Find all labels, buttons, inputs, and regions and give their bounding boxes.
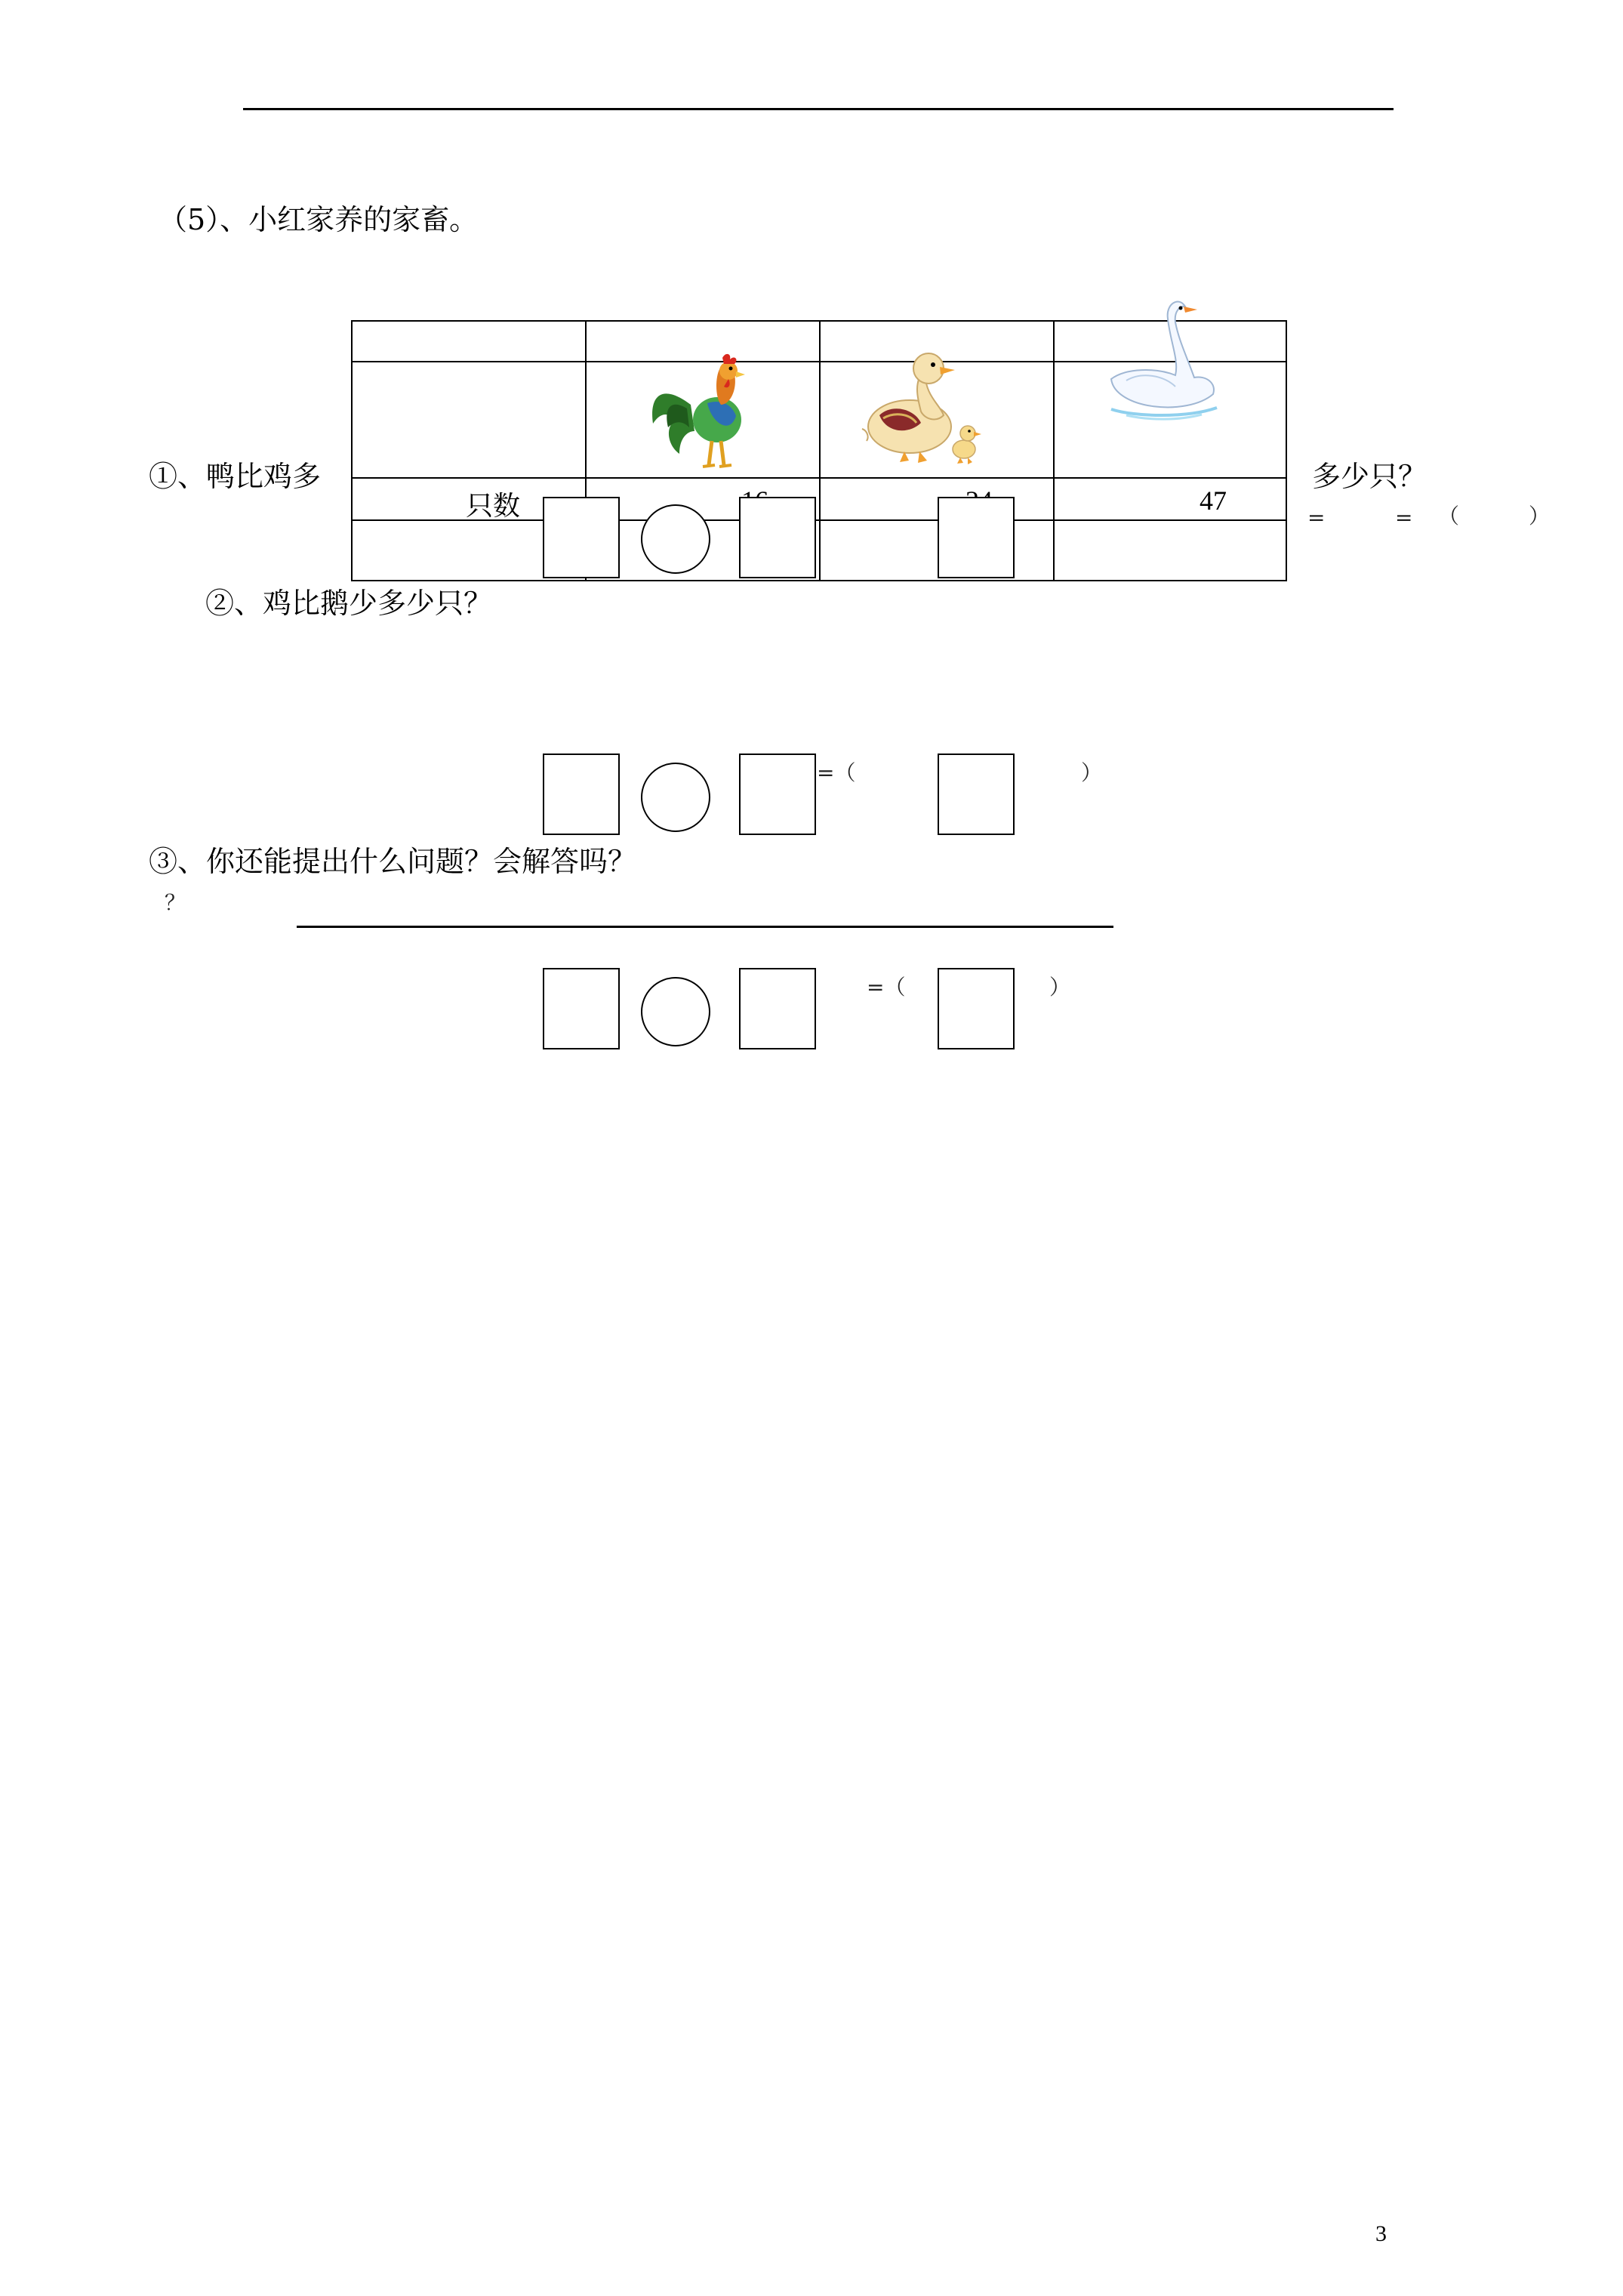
q3-answer-line[interactable] [297,926,1113,928]
q2-result-box[interactable] [938,754,1015,835]
q1-equals-2: = [1395,505,1413,530]
q1-operator-circle[interactable] [641,504,710,574]
question-2: ②、鸡比鹅少多少只？ [205,587,493,620]
q1-answer-box-2[interactable] [739,497,816,578]
table-count-row [352,478,1286,520]
q2-operator-circle[interactable] [641,763,710,832]
question-1-prefix: ①、鸭比鸡多 [149,460,322,493]
q3-result-box[interactable] [938,968,1015,1049]
duck-with-duckling-icon [853,340,985,472]
q2-equals: =（ [817,760,856,785]
q2-paren-close: ） [1081,760,1103,785]
q3-answer-box-1[interactable] [543,968,620,1049]
header-rule [243,108,1394,110]
q2-answer-box-1[interactable] [543,754,620,835]
q1-equals: = [1307,505,1326,530]
q3-paren-close: ） [1049,975,1071,1000]
rooster-icon [645,352,759,476]
q2-answer-box-2[interactable] [739,754,816,835]
q1-paren-close: ） [1529,504,1551,529]
section-title: （5）、小红家养的家畜。 [159,203,479,236]
table-cell [1054,520,1286,581]
q3-equals: =（ [867,975,906,1000]
table-cell [820,520,1054,581]
q3-operator-circle[interactable] [641,977,710,1046]
duck-count-cell [820,478,1054,520]
question-3: ③、你还能提出什么问题？会解答吗？ [149,845,637,878]
q1-result-box[interactable] [938,497,1015,578]
count-label: 只数 [466,491,521,521]
q3-stray-mark: ？ [165,890,186,915]
question-1-suffix: 多少只？ [1312,460,1427,493]
q1-answer-box-1[interactable] [543,497,620,578]
table-blank-row [352,520,1286,581]
table-cell [352,321,586,362]
swan-count: 47 [1200,485,1227,516]
page-number: 3 [1375,2221,1387,2246]
swan-icon [1096,296,1228,424]
table-cell [352,362,586,478]
q1-paren-open: （ [1438,504,1460,529]
swan-count-cell [1054,478,1286,520]
q3-answer-box-2[interactable] [739,968,816,1049]
